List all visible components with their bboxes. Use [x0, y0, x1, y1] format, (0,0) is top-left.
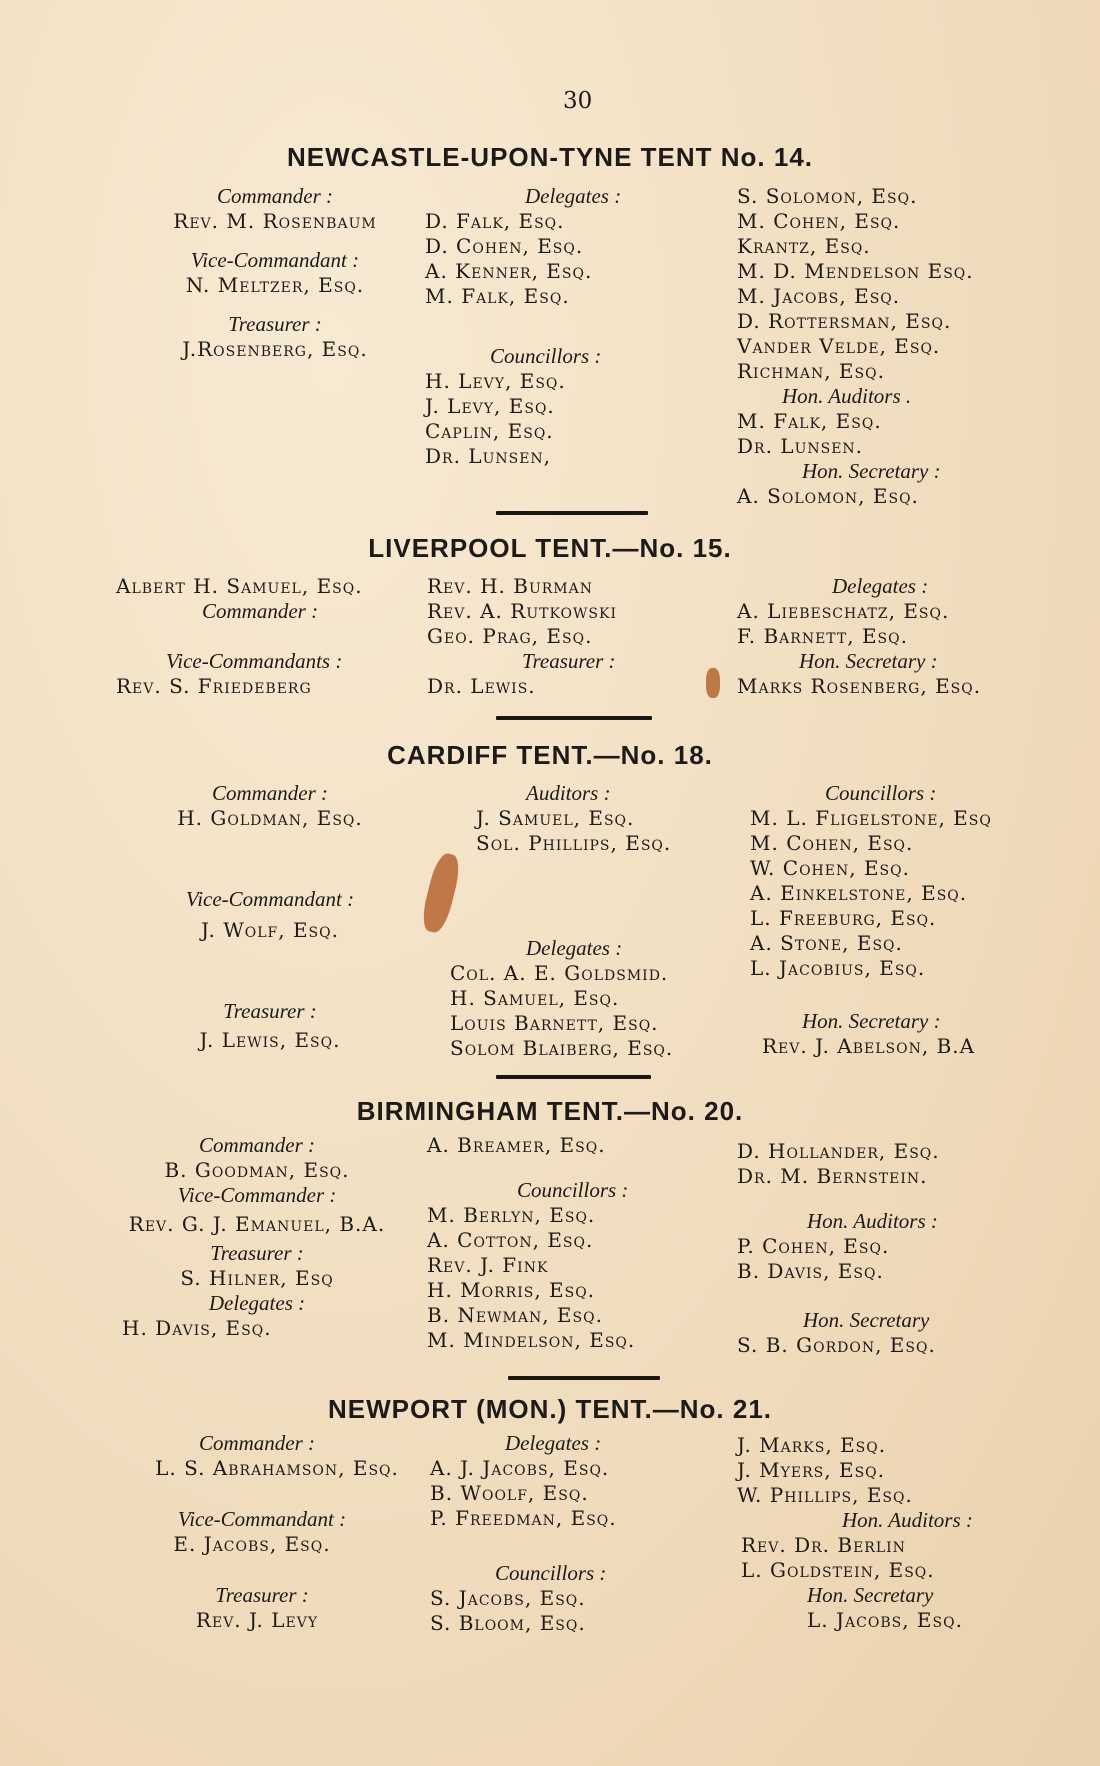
- newport-third-column: [737, 1433, 1037, 1633]
- label-delegates: Delegates :: [208, 1291, 306, 1315]
- label-hon-secretary: Hon. Secretary: [807, 1583, 934, 1607]
- name-entry: J. Samuel, Esq.: [476, 806, 635, 830]
- name-entry: Rev. G. J. Emanuel, B.A.: [128, 1212, 386, 1236]
- name-entry: Albert H. Samuel, Esq.: [116, 574, 363, 598]
- newcastle-third-column: [737, 184, 1037, 509]
- name-entry: M. Mindelson, Esq.: [427, 1328, 636, 1352]
- name-entry: J. Wolf, Esq.: [201, 918, 339, 942]
- name-entry: H. Goldman, Esq.: [177, 806, 363, 830]
- label-hon-auditors: Hon. Auditors :: [842, 1508, 973, 1532]
- name-entry: H. Levy, Esq.: [425, 369, 566, 393]
- liverpool-middle-column: [427, 574, 687, 699]
- label-commander: Commander :: [216, 184, 334, 208]
- name-entry: J. Lewis, Esq.: [199, 1028, 341, 1052]
- name-entry: Geo. Prag, Esq.: [427, 624, 593, 648]
- name-entry: Dr. Lunsen.: [737, 434, 864, 458]
- name-entry: J. Myers, Esq.: [737, 1458, 885, 1482]
- paper-stain: [706, 668, 720, 698]
- name-entry: H. Samuel, Esq.: [450, 986, 620, 1010]
- name-entry: S. Bloom, Esq.: [430, 1611, 586, 1635]
- name-entry: Col. A. E. Goldsmid.: [450, 961, 669, 985]
- name-entry: Rev. J. Fink: [427, 1253, 549, 1277]
- name-entry: D. Rottersman, Esq.: [737, 309, 952, 333]
- name-entry: Dr. Lunsen,: [425, 444, 552, 468]
- name-entry: Rev. J. Levy: [195, 1608, 319, 1632]
- label-councillors: Councillors :: [495, 1561, 607, 1585]
- label-vice-commandant: Vice-Commandant :: [185, 887, 355, 911]
- name-entry: M. Falk, Esq.: [425, 284, 570, 308]
- section-divider: [496, 1075, 651, 1079]
- newport-middle-column: [430, 1431, 710, 1636]
- name-entry: Richman, Esq.: [737, 359, 885, 383]
- label-auditors: Auditors :: [526, 781, 611, 805]
- label-commander: Commander :: [198, 1133, 316, 1157]
- name-entry: Krantz, Esq.: [737, 234, 871, 258]
- section-title-cardiff: CARDIFF TENT.—No. 18.: [387, 740, 713, 770]
- name-entry: M. Jacobs, Esq.: [737, 284, 901, 308]
- name-entry: A. Einkelstone, Esq.: [750, 881, 968, 905]
- name-entry: A. Breamer, Esq.: [427, 1133, 606, 1157]
- section-title-birmingham: BIRMINGHAM TENT.—No. 20.: [356, 1096, 744, 1126]
- birmingham-officers-column: [112, 1133, 402, 1341]
- section-title-newport: NEWPORT (MON.) TENT.—No. 21.: [328, 1394, 772, 1424]
- section-divider: [496, 716, 652, 720]
- label-delegates: Delegates :: [832, 574, 929, 598]
- name-entry: Rev. J. Abelson, B.A: [762, 1034, 976, 1058]
- label-vice-commandant: Vice-Commandant :: [190, 248, 360, 272]
- name-entry: Sol. Phillips, Esq.: [476, 831, 672, 855]
- name-entry: M. Cohen, Esq.: [737, 209, 901, 233]
- name-entry: Marks Rosenberg, Esq.: [737, 674, 982, 698]
- name-entry: D. Falk, Esq.: [425, 209, 565, 233]
- name-entry: A. Cotton, Esq.: [427, 1228, 594, 1252]
- label-hon-secretary: Hon. Secretary :: [802, 1009, 941, 1033]
- section-divider: [496, 511, 648, 515]
- name-entry: D. Cohen, Esq.: [425, 234, 584, 258]
- name-entry: B. Davis, Esq.: [737, 1259, 884, 1283]
- name-entry: L. S. Abrahamson, Esq.: [155, 1456, 399, 1480]
- cardiff-officers-column: [150, 781, 390, 1053]
- name-entry: H. Morris, Esq.: [427, 1278, 596, 1302]
- name-entry: J. Marks, Esq.: [737, 1433, 887, 1457]
- label-hon-secretary: Hon. Secretary :: [799, 649, 938, 673]
- name-entry: Louis Barnett, Esq.: [450, 1011, 659, 1035]
- newcastle-officers-column: [150, 184, 400, 362]
- name-entry: A. Liebeschatz, Esq.: [737, 599, 950, 623]
- label-delegates: Delegates :: [526, 936, 623, 960]
- name-entry: M. D. Mendelson Esq.: [737, 259, 974, 283]
- label-vice-commandant: Vice-Commandant :: [177, 1507, 347, 1531]
- name-entry: W. Cohen, Esq.: [750, 856, 910, 880]
- label-treasurer: Treasurer :: [223, 999, 317, 1023]
- name-entry: Rev. S. Friedeberg: [116, 674, 312, 698]
- label-delegates: Delegates :: [505, 1431, 602, 1455]
- label-commander: Commander :: [202, 599, 319, 623]
- birmingham-middle-column: [427, 1133, 707, 1353]
- label-commander: Commander :: [198, 1431, 316, 1455]
- liverpool-third-column: [737, 574, 1057, 699]
- name-entry: F. Barnett, Esq.: [737, 624, 908, 648]
- name-entry: Solom Blaiberg, Esq.: [450, 1036, 674, 1060]
- label-hon-secretary: Hon. Secretary :: [802, 459, 941, 483]
- name-entry: M. L. Fligelstone, Esq: [750, 806, 992, 830]
- label-hon-auditors: Hon. Auditors :: [807, 1209, 938, 1233]
- name-entry: E. Jacobs, Esq.: [173, 1532, 331, 1556]
- name-entry: A. Solomon, Esq.: [737, 484, 919, 508]
- name-entry: A. Stone, Esq.: [750, 931, 903, 955]
- label-councillors: Councillors :: [517, 1178, 629, 1202]
- label-hon-secretary: Hon. Secretary: [803, 1308, 930, 1332]
- name-entry: B. Woolf, Esq.: [430, 1481, 589, 1505]
- name-entry: L. Jacobs, Esq.: [807, 1608, 963, 1632]
- label-vice-commandants: Vice-Commandants :: [166, 649, 343, 673]
- name-entry: S. B. Gordon, Esq.: [737, 1333, 936, 1357]
- name-entry: Dr. M. Bernstein.: [737, 1164, 928, 1188]
- name-entry: B. Goodman, Esq.: [164, 1158, 350, 1182]
- name-entry: Vander Velde, Esq.: [737, 334, 941, 358]
- label-treasurer: Treasurer :: [215, 1583, 309, 1607]
- name-entry: M. Berlyn, Esq.: [427, 1203, 596, 1227]
- name-entry: A. J. Jacobs, Esq.: [430, 1456, 610, 1480]
- name-entry: S. Solomon, Esq.: [737, 184, 918, 208]
- label-councillors: Councillors :: [490, 344, 602, 368]
- name-entry: L. Goldstein, Esq.: [741, 1558, 935, 1582]
- name-entry: B. Newman, Esq.: [427, 1303, 603, 1327]
- name-entry: Rev. A. Rutkowski: [427, 599, 617, 623]
- name-entry: P. Freedman, Esq.: [430, 1506, 617, 1530]
- name-entry: S. Hilner, Esq: [180, 1266, 334, 1290]
- name-entry: J. Levy, Esq.: [425, 394, 555, 418]
- label-vice-commander: Vice-Commander :: [177, 1183, 337, 1207]
- name-entry: A. Kenner, Esq.: [425, 259, 593, 283]
- label-treasurer: Treasurer :: [210, 1241, 304, 1265]
- name-entry: Rev. H. Burman: [427, 574, 593, 598]
- label-delegates: Delegates :: [525, 184, 622, 208]
- label-commander: Commander :: [211, 781, 329, 805]
- section-title-liverpool: LIVERPOOL TENT.—No. 15.: [368, 533, 732, 563]
- newport-officers-column: [122, 1431, 432, 1633]
- cardiff-third-column: [750, 781, 1070, 1059]
- name-entry: P. Cohen, Esq.: [737, 1234, 890, 1258]
- name-entry: J.Rosenberg, Esq.: [182, 337, 368, 361]
- name-entry: Caplin, Esq.: [425, 419, 554, 443]
- birmingham-third-column: [737, 1139, 1037, 1358]
- name-entry: W. Phillips, Esq.: [737, 1483, 913, 1507]
- name-entry: Dr. Lewis.: [427, 674, 536, 698]
- name-entry: N. Meltzer, Esq.: [185, 273, 365, 297]
- label-hon-auditors: Hon. Auditors .: [782, 384, 912, 408]
- name-entry: S. Jacobs, Esq.: [430, 1586, 586, 1610]
- newcastle-delegates-column: [425, 184, 665, 469]
- name-entry: L. Jacobius, Esq.: [750, 956, 926, 980]
- page-number: 30: [563, 88, 593, 114]
- name-entry: D. Hollander, Esq.: [737, 1139, 940, 1163]
- name-entry: Rev. M. Rosenbaum: [173, 209, 377, 233]
- name-entry: M. Falk, Esq.: [737, 409, 882, 433]
- section-divider: [508, 1376, 660, 1380]
- label-councillors: Councillors :: [825, 781, 937, 805]
- name-entry: M. Cohen, Esq.: [750, 831, 914, 855]
- cardiff-middle-column: [450, 781, 730, 1061]
- name-entry: H. Davis, Esq.: [122, 1316, 272, 1340]
- name-entry: Rev. Dr. Berlin: [741, 1533, 906, 1557]
- name-entry: L. Freeburg, Esq.: [750, 906, 937, 930]
- liverpool-officers-column: [116, 574, 416, 699]
- label-treasurer: Treasurer :: [522, 649, 616, 673]
- section-title-newcastle: NEWCASTLE-UPON-TYNE TENT No. 14.: [286, 142, 813, 172]
- label-treasurer: Treasurer :: [228, 312, 322, 336]
